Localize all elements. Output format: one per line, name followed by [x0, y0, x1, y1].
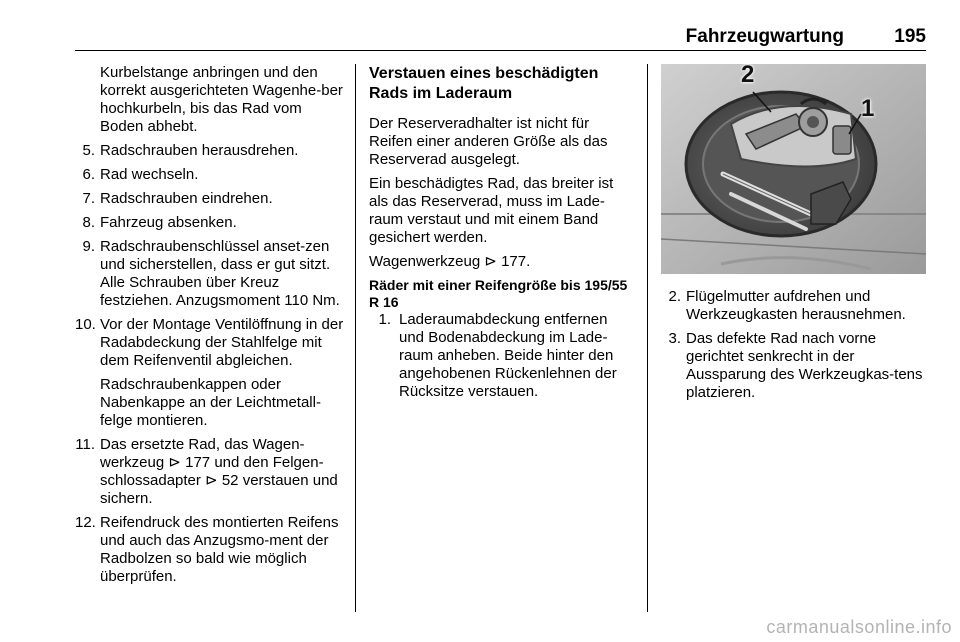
step-number: 6. [82, 166, 95, 183]
step-text: Vor der Montage Ventilöffnung in der Radabdeckung der Stahlfelge mit dem Reifenventil abgleichen. [100, 316, 344, 369]
step-text: Flügelmutter aufdrehen und Werkzeugkasten herausnehmen. [686, 288, 906, 323]
tools-reference: Wagenwerkzeug ⊳ 177. [369, 253, 531, 270]
step-text: Reifendruck des montierten Reifens und auch das Anzugsmo-ment der Radbolzen so bald wie möglich überprüfen. [100, 514, 339, 585]
column-divider [647, 64, 648, 612]
step-number: 5. [82, 142, 95, 159]
list-item [661, 330, 926, 402]
step-text: Das ersetzte Rad, das Wagen-werkzeug ⊳ 177 und den Felgen-schlossadapter ⊳ 52 verstauen und sichern. [100, 436, 338, 507]
step-number: 2. [668, 288, 681, 305]
page-title: Fahrzeugwartung [685, 26, 844, 47]
spare-wheel-well-figure [661, 64, 926, 274]
callout-label: 2 [741, 64, 755, 88]
watermark: carmanualsonline.info [766, 617, 952, 637]
step-number: 8. [82, 214, 95, 231]
step-number: 9. [82, 238, 95, 255]
page-reference[interactable]: 177 [185, 454, 211, 471]
step-number: 7. [82, 190, 95, 207]
list-item [75, 142, 349, 160]
list-item [75, 166, 349, 184]
step-text: Das defekte Rad nach vorne gerichtet senkrecht in der Aussparung des Werkzeugkas-tens platzieren. [686, 330, 923, 401]
column-left [75, 64, 349, 592]
step-number: 12. [75, 514, 96, 531]
callout-label: 1 [861, 95, 875, 122]
step-text: Laderaumabdeckung entfernen und Bodenabdeckung im Lade-raum anheben. Beide hinter den angehobenen Rückenlehnen der Rücksitze verstauen. [399, 311, 617, 400]
page-reference[interactable]: 52 [221, 472, 239, 489]
step-number: 10. [75, 316, 96, 333]
column-middle [369, 64, 635, 407]
paragraph: Der Reserveradhalter ist nicht für Reifen einer anderen Größe als das Reserverad ausgelegt. [369, 115, 608, 168]
step-note: Radschraubenkappen oder Nabenkappe an der Leichtmetall-felge montieren. [100, 376, 321, 429]
section-heading: Verstauen eines beschädigten Rads im Laderaum [369, 65, 599, 102]
step-text: Radschrauben herausdrehen. [100, 142, 299, 159]
step-continuation: Kurbelstange anbringen und den korrekt ausgerichteten Wagenhe-ber hochkurbeln, bis das Rad vom Boden abhebt. [100, 64, 343, 135]
list-item [75, 214, 349, 232]
list-item [661, 288, 926, 324]
spare-wheel-illustration [661, 64, 926, 274]
list-item [377, 311, 635, 401]
list-item [75, 316, 349, 370]
list-item [75, 436, 349, 508]
step-text: Radschrauben eindrehen. [100, 190, 273, 207]
page-header [75, 24, 926, 51]
reference-triangle-icon: ⊳ [484, 253, 497, 270]
step-text: Radschraubenschlüssel anset-zen und sicherstellen, dass er gut sitzt. Alle Schrauben über Kreuz festziehen. Anzugsmoment 110 Nm. [100, 238, 340, 309]
list-item [75, 514, 349, 586]
step-text: Fahrzeug absenken. [100, 214, 237, 231]
reference-triangle-icon: ⊳ [168, 454, 181, 471]
page-reference[interactable]: 177. [501, 253, 531, 270]
step-number: 1. [378, 311, 391, 328]
list-item [75, 238, 349, 310]
column-divider [355, 64, 356, 612]
step-number: 11. [75, 436, 95, 453]
reference-triangle-icon: ⊳ [205, 472, 218, 489]
column-right [661, 64, 926, 408]
list-item [75, 190, 349, 208]
paragraph: Ein beschädigtes Rad, das breiter ist als das Reserverad, muss im Lade-raum verstaut und mit einem Band gesichert werden. [369, 175, 614, 246]
subsection-heading: Räder mit einer Reifengröße bis 195/55 R 16 [369, 277, 628, 310]
page-number: 195 [894, 26, 926, 47]
step-number: 3. [668, 330, 681, 347]
step-text: Rad wechseln. [100, 166, 199, 183]
